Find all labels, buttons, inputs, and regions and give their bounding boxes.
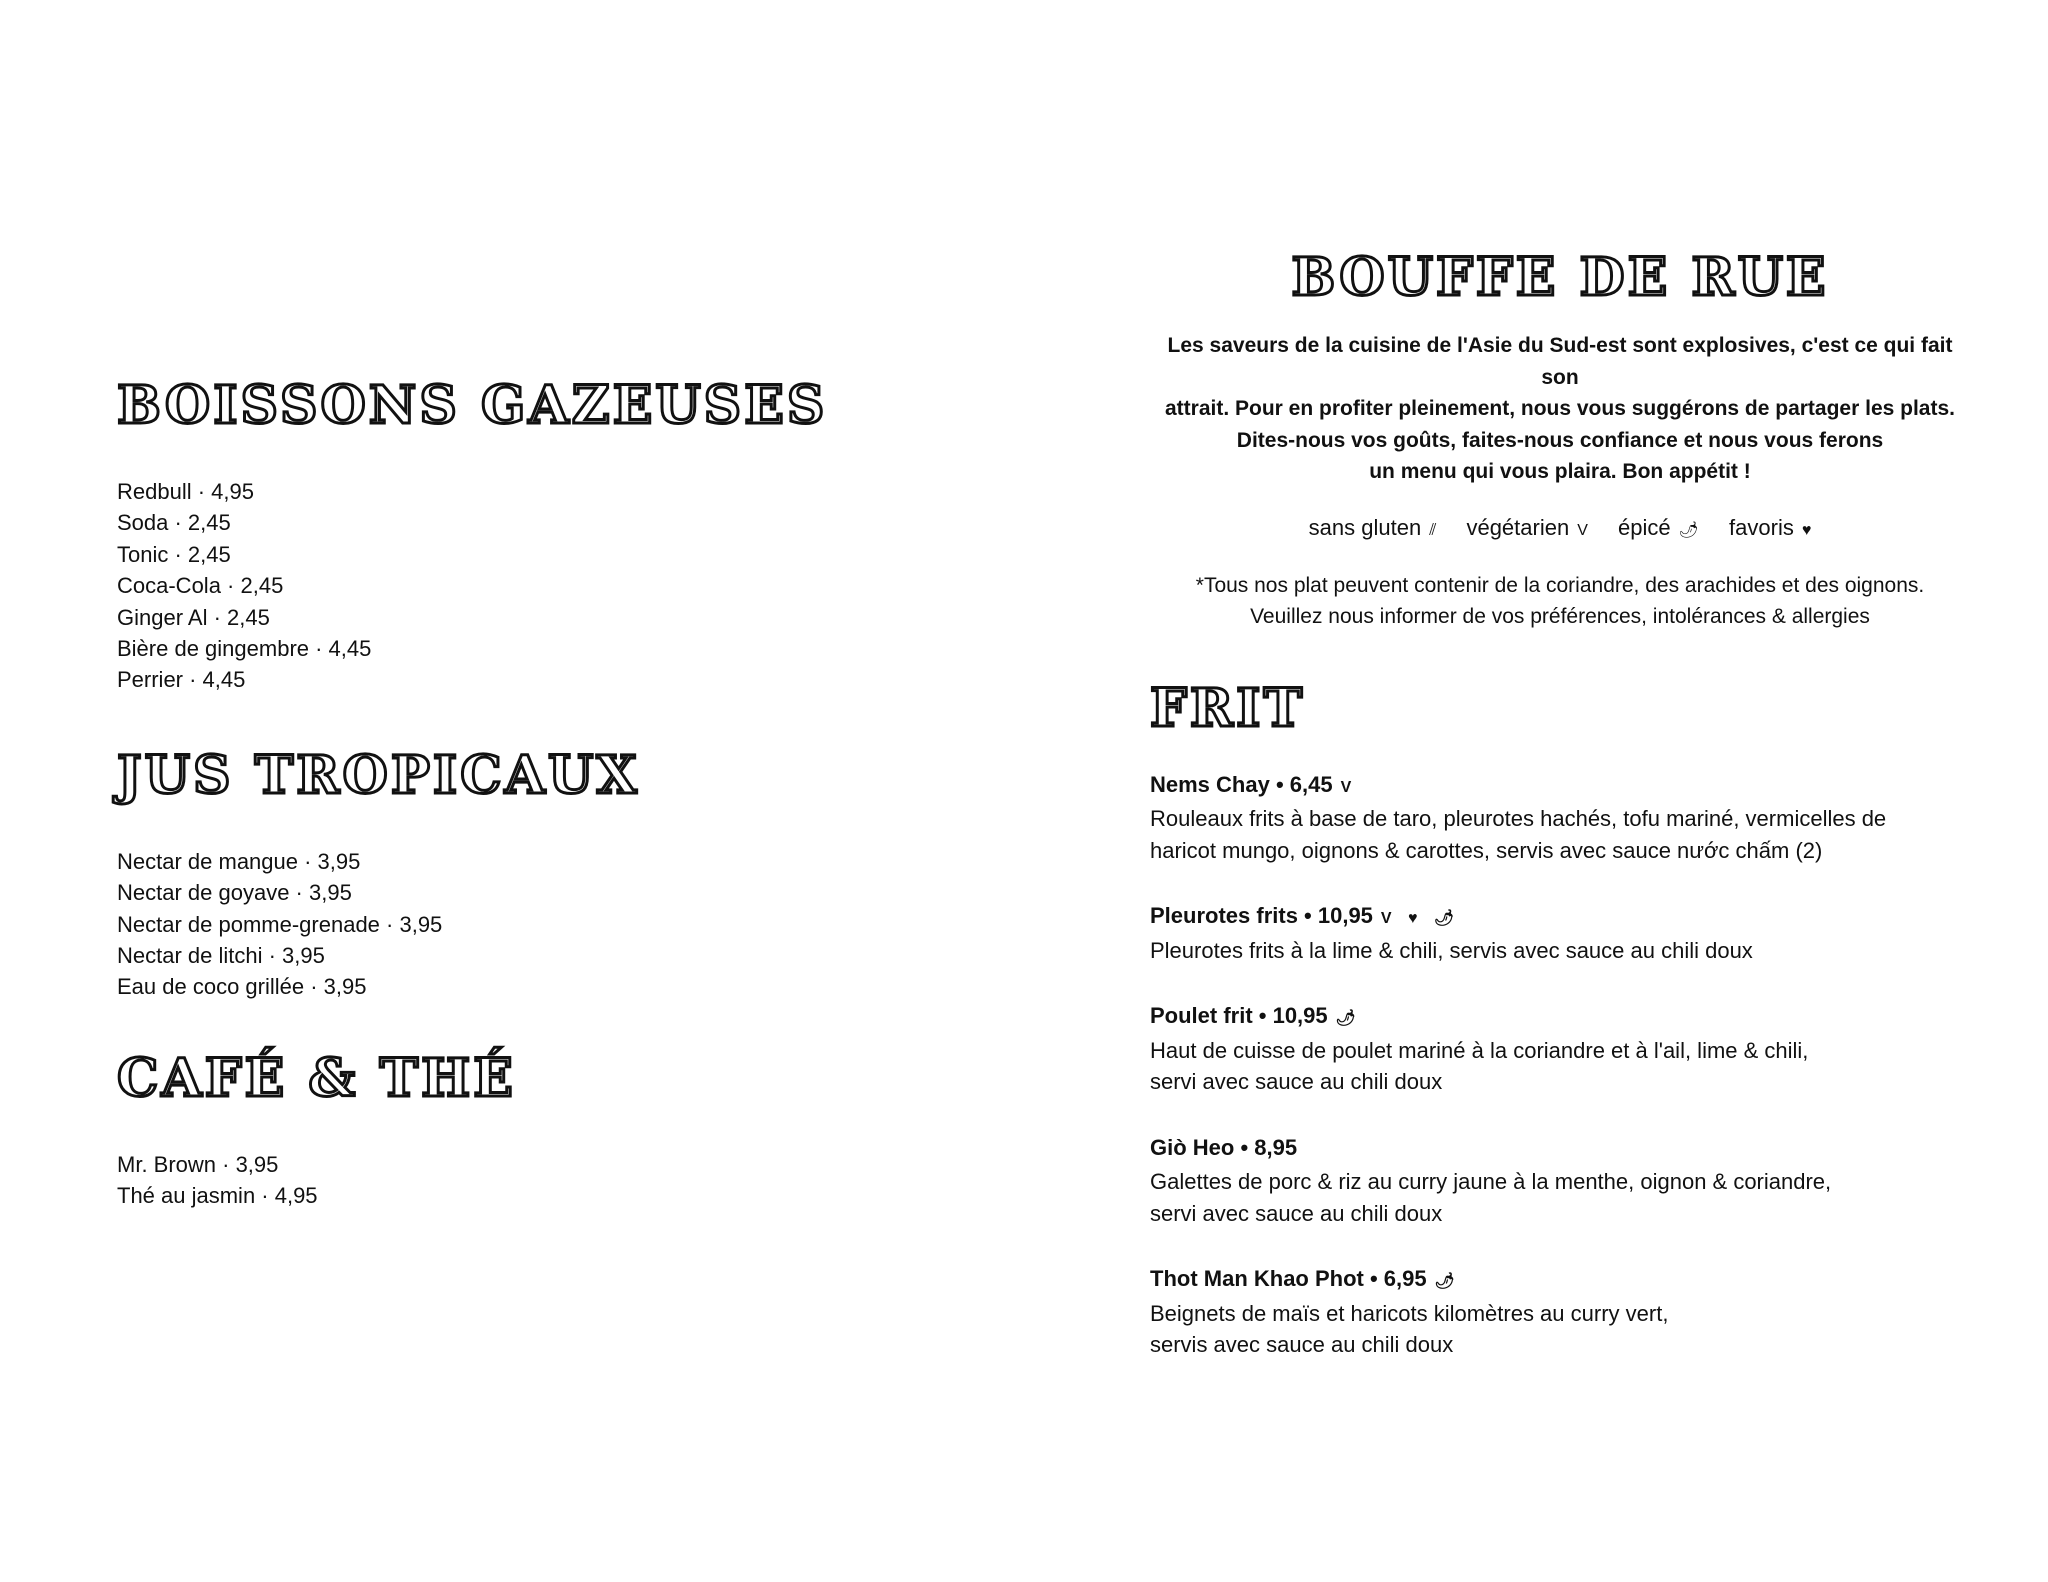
dish-description: Beignets de maïs et haricots kilomètres au curry vert, servis avec sauce au chili doux [1150,1300,1669,1357]
drinks-column [117,375,957,1212]
food-column [1150,247,1970,1361]
list-item: Nectar de pomme-grenade · 3,95 [117,911,443,937]
list-item: Eau de coco grillée · 3,95 [117,974,367,1000]
legend-label: sans gluten [1308,514,1422,540]
list-item: Nectar de litchi · 3,95 [117,943,325,969]
list-item: Thé au jasmin · 4,95 [117,1183,318,1209]
dish-icons: V ♥ 🌶 [1380,910,1461,927]
juices-section [117,744,957,1003]
dish-title: Giò Heo • 8,95 [1150,1134,1298,1160]
wheat-slash-icon: ⫽ [1429,521,1437,539]
section-title-coffee-tea: CAFÉ & THÉ [117,1047,516,1109]
chili-pepper-icon: 🌶 [1678,521,1699,539]
dish-item [1150,1132,1970,1230]
list-item: Nectar de goyave · 3,95 [117,880,352,906]
dish-title: Poulet frit • 10,95 [1150,1003,1328,1028]
dish-icons: 🌶 [1335,1010,1362,1027]
dish-item [1150,900,1970,966]
legend-favorites [1729,515,1811,540]
legend-label: épicé [1618,514,1671,540]
legend-gluten-free [1309,515,1443,540]
list-item: Mr. Brown · 3,95 [117,1151,279,1177]
dish-title: Nems Chay • 6,45 [1150,771,1333,797]
dish-description: Rouleaux frits à base de taro, pleurotes hachés, tofu mariné, vermicelles de haricot mungo, oignons & carottes, servis avec sauce nước chấm (2) [1150,806,1887,863]
coffee-tea-list [117,1149,957,1212]
sodas-list [117,476,957,696]
list-item: Perrier · 4,45 [117,667,246,693]
list-item: Tonic · 2,45 [117,541,231,567]
list-item: Nectar de mangue · 3,95 [117,848,361,874]
legend-vegetarian [1466,515,1594,540]
intro-text: Les saveurs de la cuisine de l'Asie du Sud-est sont explosives, c'est ce qui fait son attrait. Pour en profiter pleinement, nous vous suggérons de partager les plats. Dites-nous vos goûts, faites-nous confiance et nous vous ferons un menu qui vous plaira. Bon appétit ! [1165,334,1955,483]
section-title-frit: FRIT [1150,677,1306,739]
list-item: Bière de gingembre · 4,45 [117,636,372,662]
legend-spicy [1618,515,1705,540]
dish-description: Haut de cuisse de poulet mariné à la coriandre et à l'ail, lime & chili, servi avec sauce au chili doux [1150,1037,1809,1094]
section-title-sodas: BOISSONS GAZEUSES [117,375,828,436]
dish-item [1150,1000,1970,1098]
dish-description: Galettes de porc & riz au curry jaune à la menthe, oignon & coriandre, servi avec sauce au chili doux [1150,1169,1832,1226]
section-title-juices: JUS TROPICAUX [117,744,640,806]
legend [1150,512,1970,546]
dish-title: Pleurotes frits • 10,95 [1150,903,1373,928]
legend-label: favoris [1729,514,1794,540]
sodas-section [117,375,957,696]
allergy-note: *Tous nos plat peuvent contenir de la coriandre, des arachides et des oignons. Veuillez nous informer de vos préférences, intolérances & allergies [1195,573,1925,628]
juices-list [117,846,957,1003]
dish-item [1150,769,1970,867]
heart-icon: ♥ [1801,521,1812,539]
list-item: Coca-Cola · 2,45 [117,573,284,599]
dish-icons: V [1340,778,1358,796]
dish-icons: 🌶 [1434,1273,1461,1290]
dish-title: Thot Man Khao Phot • 6,95 [1150,1266,1427,1291]
dish-description: Pleurotes frits à la lime & chili, servis avec sauce au chili doux [1150,937,1753,963]
dish-item [1150,1263,1970,1361]
list-item: Redbull · 4,95 [117,479,254,504]
list-item: Soda · 2,45 [117,510,231,536]
list-item: Ginger Al · 2,45 [117,604,270,630]
vegetarian-v-icon: V [1577,521,1588,539]
coffee-tea-section [117,1047,957,1212]
legend-label: végétarien [1466,514,1570,540]
page-title: BOUFFE DE RUE [1291,247,1829,308]
